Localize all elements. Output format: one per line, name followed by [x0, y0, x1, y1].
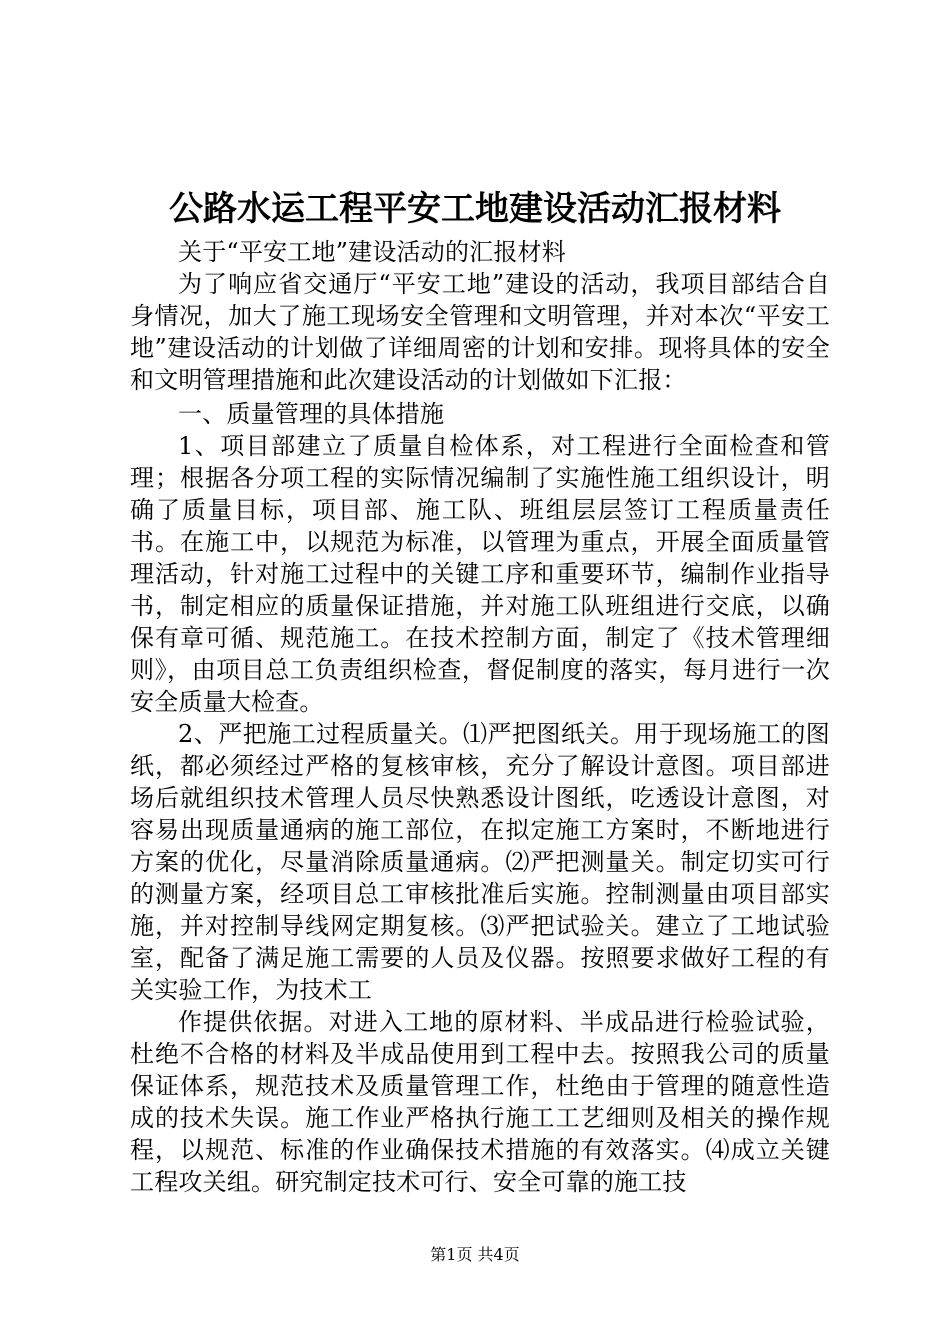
- body-paragraph-item-2: 2、严把施工过程质量关。⑴严把图纸关。用于现场施工的图纸，都必须经过严格的复核审核，充分了解设计意图。项目部进场后就组织技术管理人员尽快熟悉设计图纸，吃透设计意图，对容易出现质量通病的施工部位，在拟定施工方案时，不断地进行方案的优化，尽量消除质量通病。⑵严把测量关。制定切实可行的测量方案，经项目总工审核批准后实施。控制测量由项目部实施，并对控制导线网定期复核。⑶严把试验关。建立了工地试验室，配备了满足施工需要的人员及仪器。按照要求做好工程的有关实验工作，为技术工: [130, 720, 830, 1004]
- page-number-footer: 第1页 共4页: [430, 1245, 520, 1264]
- body-paragraph-item-1: 1、项目部建立了质量自检体系，对工程进行全面检查和管理；根据各分项工程的实际情况编制了实施性施工组织设计，明确了质量目标，项目部、施工队、班组层层签订工程质量责任书。在施工中，以规范为标准，以管理为重点，开展全面质量管理活动，针对施工过程中的关键工序和重要环节，编制作业指导书，制定相应的质量保证措施，并对施工队班组进行交底，以确保有章可循、规范施工。在技术控制方面，制定了《技术管理细则》，由项目总工负责组织检查，督促制度的落实，每月进行一次安全质量大检查。: [130, 432, 830, 716]
- body-paragraph-intro: 为了响应省交通厅“平安工地”建设的活动，我项目部结合自身情况，加大了施工现场安全管理和文明管理，并对本次“平安工地”建设活动的计划做了详细周密的计划和安排。现将具体的安全和文明管理措施和此次建设活动的计划做如下汇报：: [130, 270, 830, 394]
- document-title: 公路水运工程平安工地建设活动汇报材料: [169, 189, 781, 229]
- document-body: [130, 236, 830, 1198]
- body-paragraph-subtitle: 关于“平安工地”建设活动的汇报材料: [178, 238, 566, 266]
- section-heading-quality: 一、质量管理的具体措施: [178, 400, 445, 428]
- body-paragraph-continued: 作提供依据。对进入工地的原材料、半成品进行检验试验，杜绝不合格的材料及半成品使用到工程中去。按照我公司的质量保证体系，规范技术及质量管理工作，杜绝由于管理的随意性造成的技术失误。施工作业严格执行施工工艺细则及相关的操作规程，以规范、标准的作业确保技术措施的有效落实。⑷成立关键工程攻关组。研究制定技术可行、安全可靠的施工技: [130, 1008, 830, 1196]
